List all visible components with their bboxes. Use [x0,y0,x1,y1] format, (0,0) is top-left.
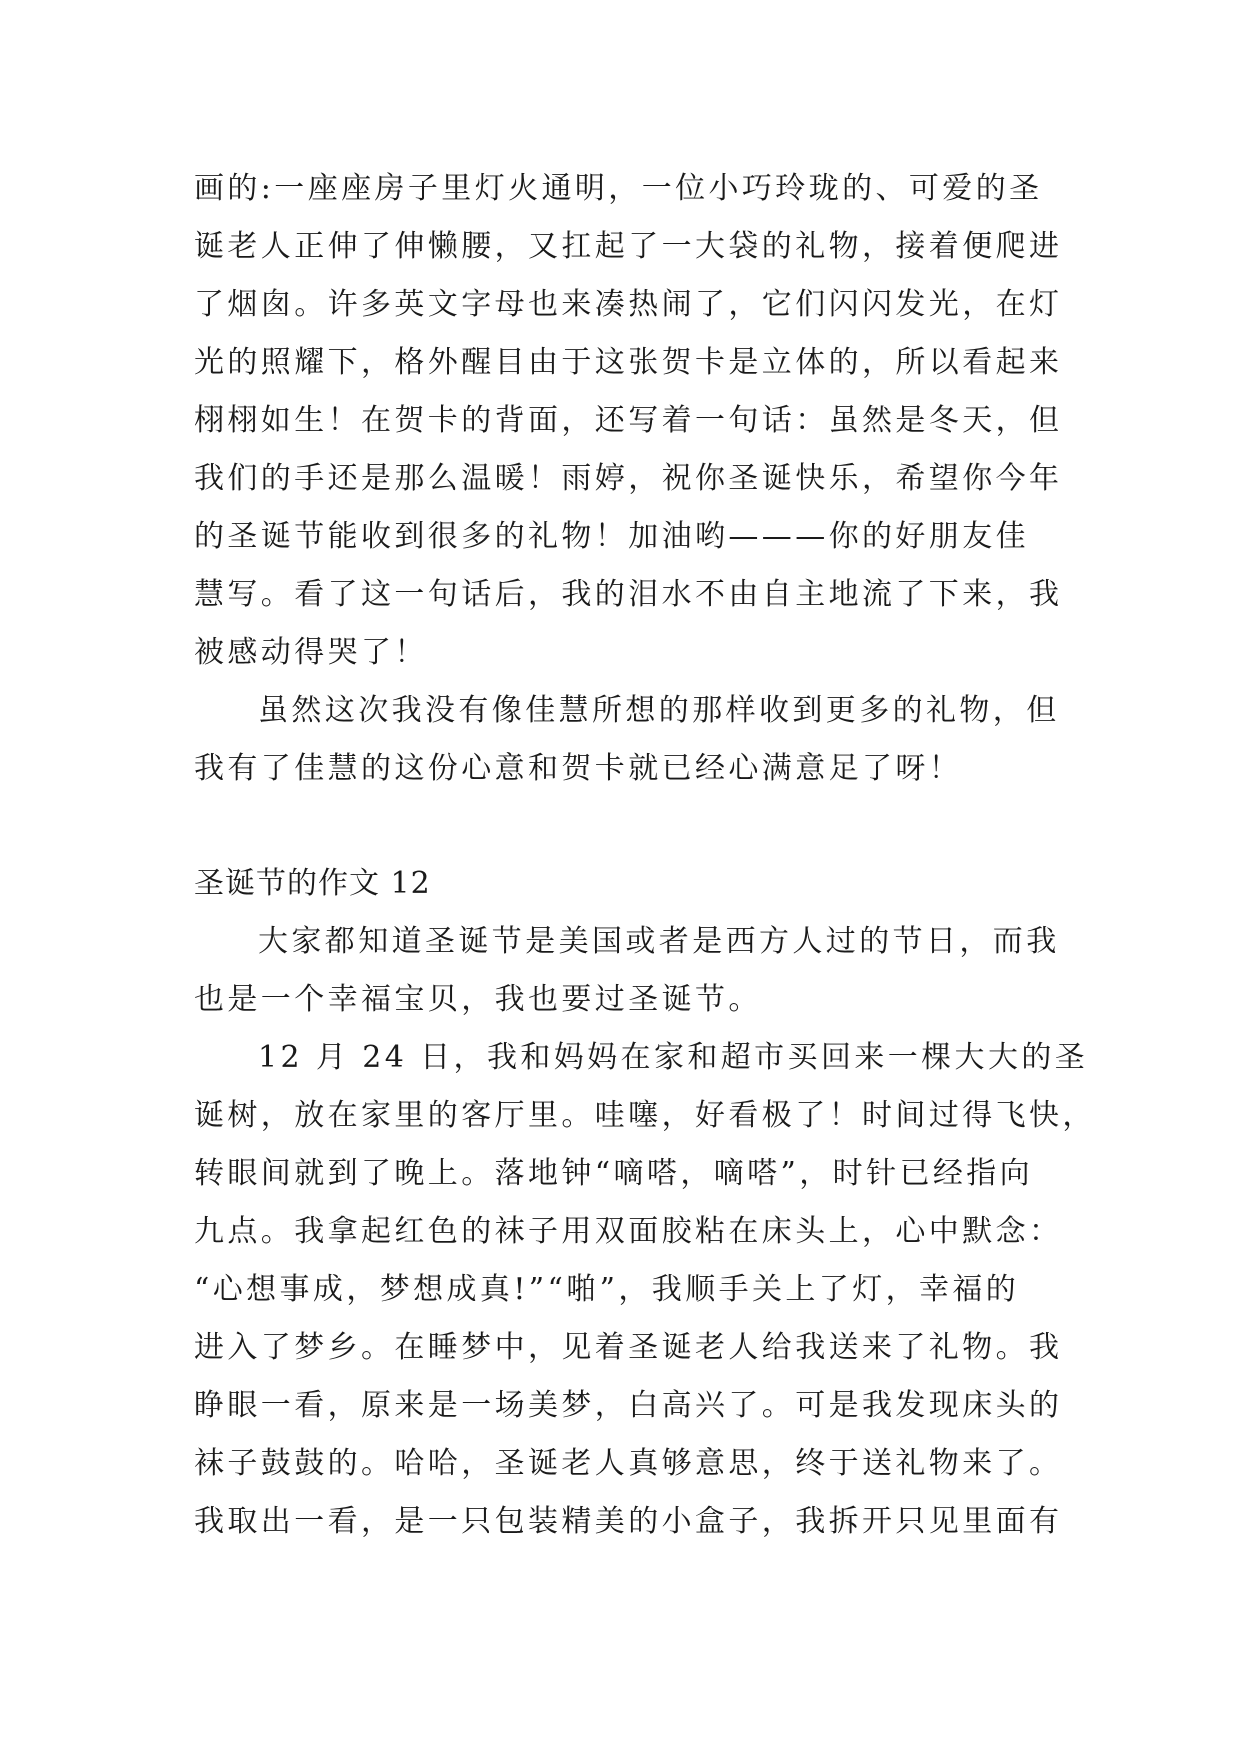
text-line: 慧写。看了这一句话后，我的泪水不由自主地流了下来，我 [194,577,1063,612]
text-line: 我们的手还是那么温暖！雨婷，祝你圣诞快乐，希望你今年 [194,461,1063,496]
text-line: 的圣诞节能收到很多的礼物！加油哟———你的好朋友佳 [194,519,1029,554]
text-line: 12 月 24 日，我和妈妈在家和超市买回来一棵大大的圣 [258,1040,1089,1075]
text-line: 诞老人正伸了伸懒腰，又扛起了一大袋的礼物，接着便爬进 [194,229,1063,264]
text-line: 转眼间就到了晚上。落地钟“嘀嗒，嘀嗒”，时针已经指向 [194,1156,1034,1191]
text-line: 诞树，放在家里的客厅里。哇噻，好看极了！时间过得飞快， [194,1098,1096,1133]
text-line: 了烟囱。许多英文字母也来凑热闹了，它们闪闪发光，在灯 [194,287,1063,322]
text-line: 我有了佳慧的这份心意和贺卡就已经心满意足了呀！ [194,751,963,786]
text-line: 也是一个幸福宝贝，我也要过圣诞节。 [194,982,762,1017]
text-line: 虽然这次我没有像佳慧所想的那样收到更多的礼物，但 [258,693,1060,728]
text-line: 进入了梦乡。在睡梦中，见着圣诞老人给我送来了礼物。我 [194,1330,1063,1365]
section-heading: 圣诞节的作文 12 [194,866,431,901]
text-line: 光的照耀下，格外醒目由于这张贺卡是立体的，所以看起来 [194,345,1063,380]
text-line: 九点。我拿起红色的袜子用双面胶粘在床头上，心中默念： [194,1214,1063,1249]
text-line: 我取出一看，是一只包装精美的小盒子，我拆开只见里面有 [194,1504,1063,1539]
text-line: “心想事成，梦想成真!”“啪”，我顺手关上了灯，幸福的 [194,1272,1020,1307]
text-line: 大家都知道圣诞节是美国或者是西方人过的节日，而我 [258,924,1060,959]
text-line: 睁眼一看，原来是一场美梦，白高兴了。可是我发现床头的 [194,1388,1063,1423]
text-line: 画的:一座座房子里灯火通明，一位小巧玲珑的、可爱的圣 [194,171,1043,206]
text-line: 栩栩如生！在贺卡的背面，还写着一句话：虽然是冬天，但 [194,403,1063,438]
text-line: 被感动得哭了！ [194,635,428,670]
text-line: 袜子鼓鼓的。哈哈，圣诞老人真够意思，终于送礼物来了。 [194,1446,1063,1481]
